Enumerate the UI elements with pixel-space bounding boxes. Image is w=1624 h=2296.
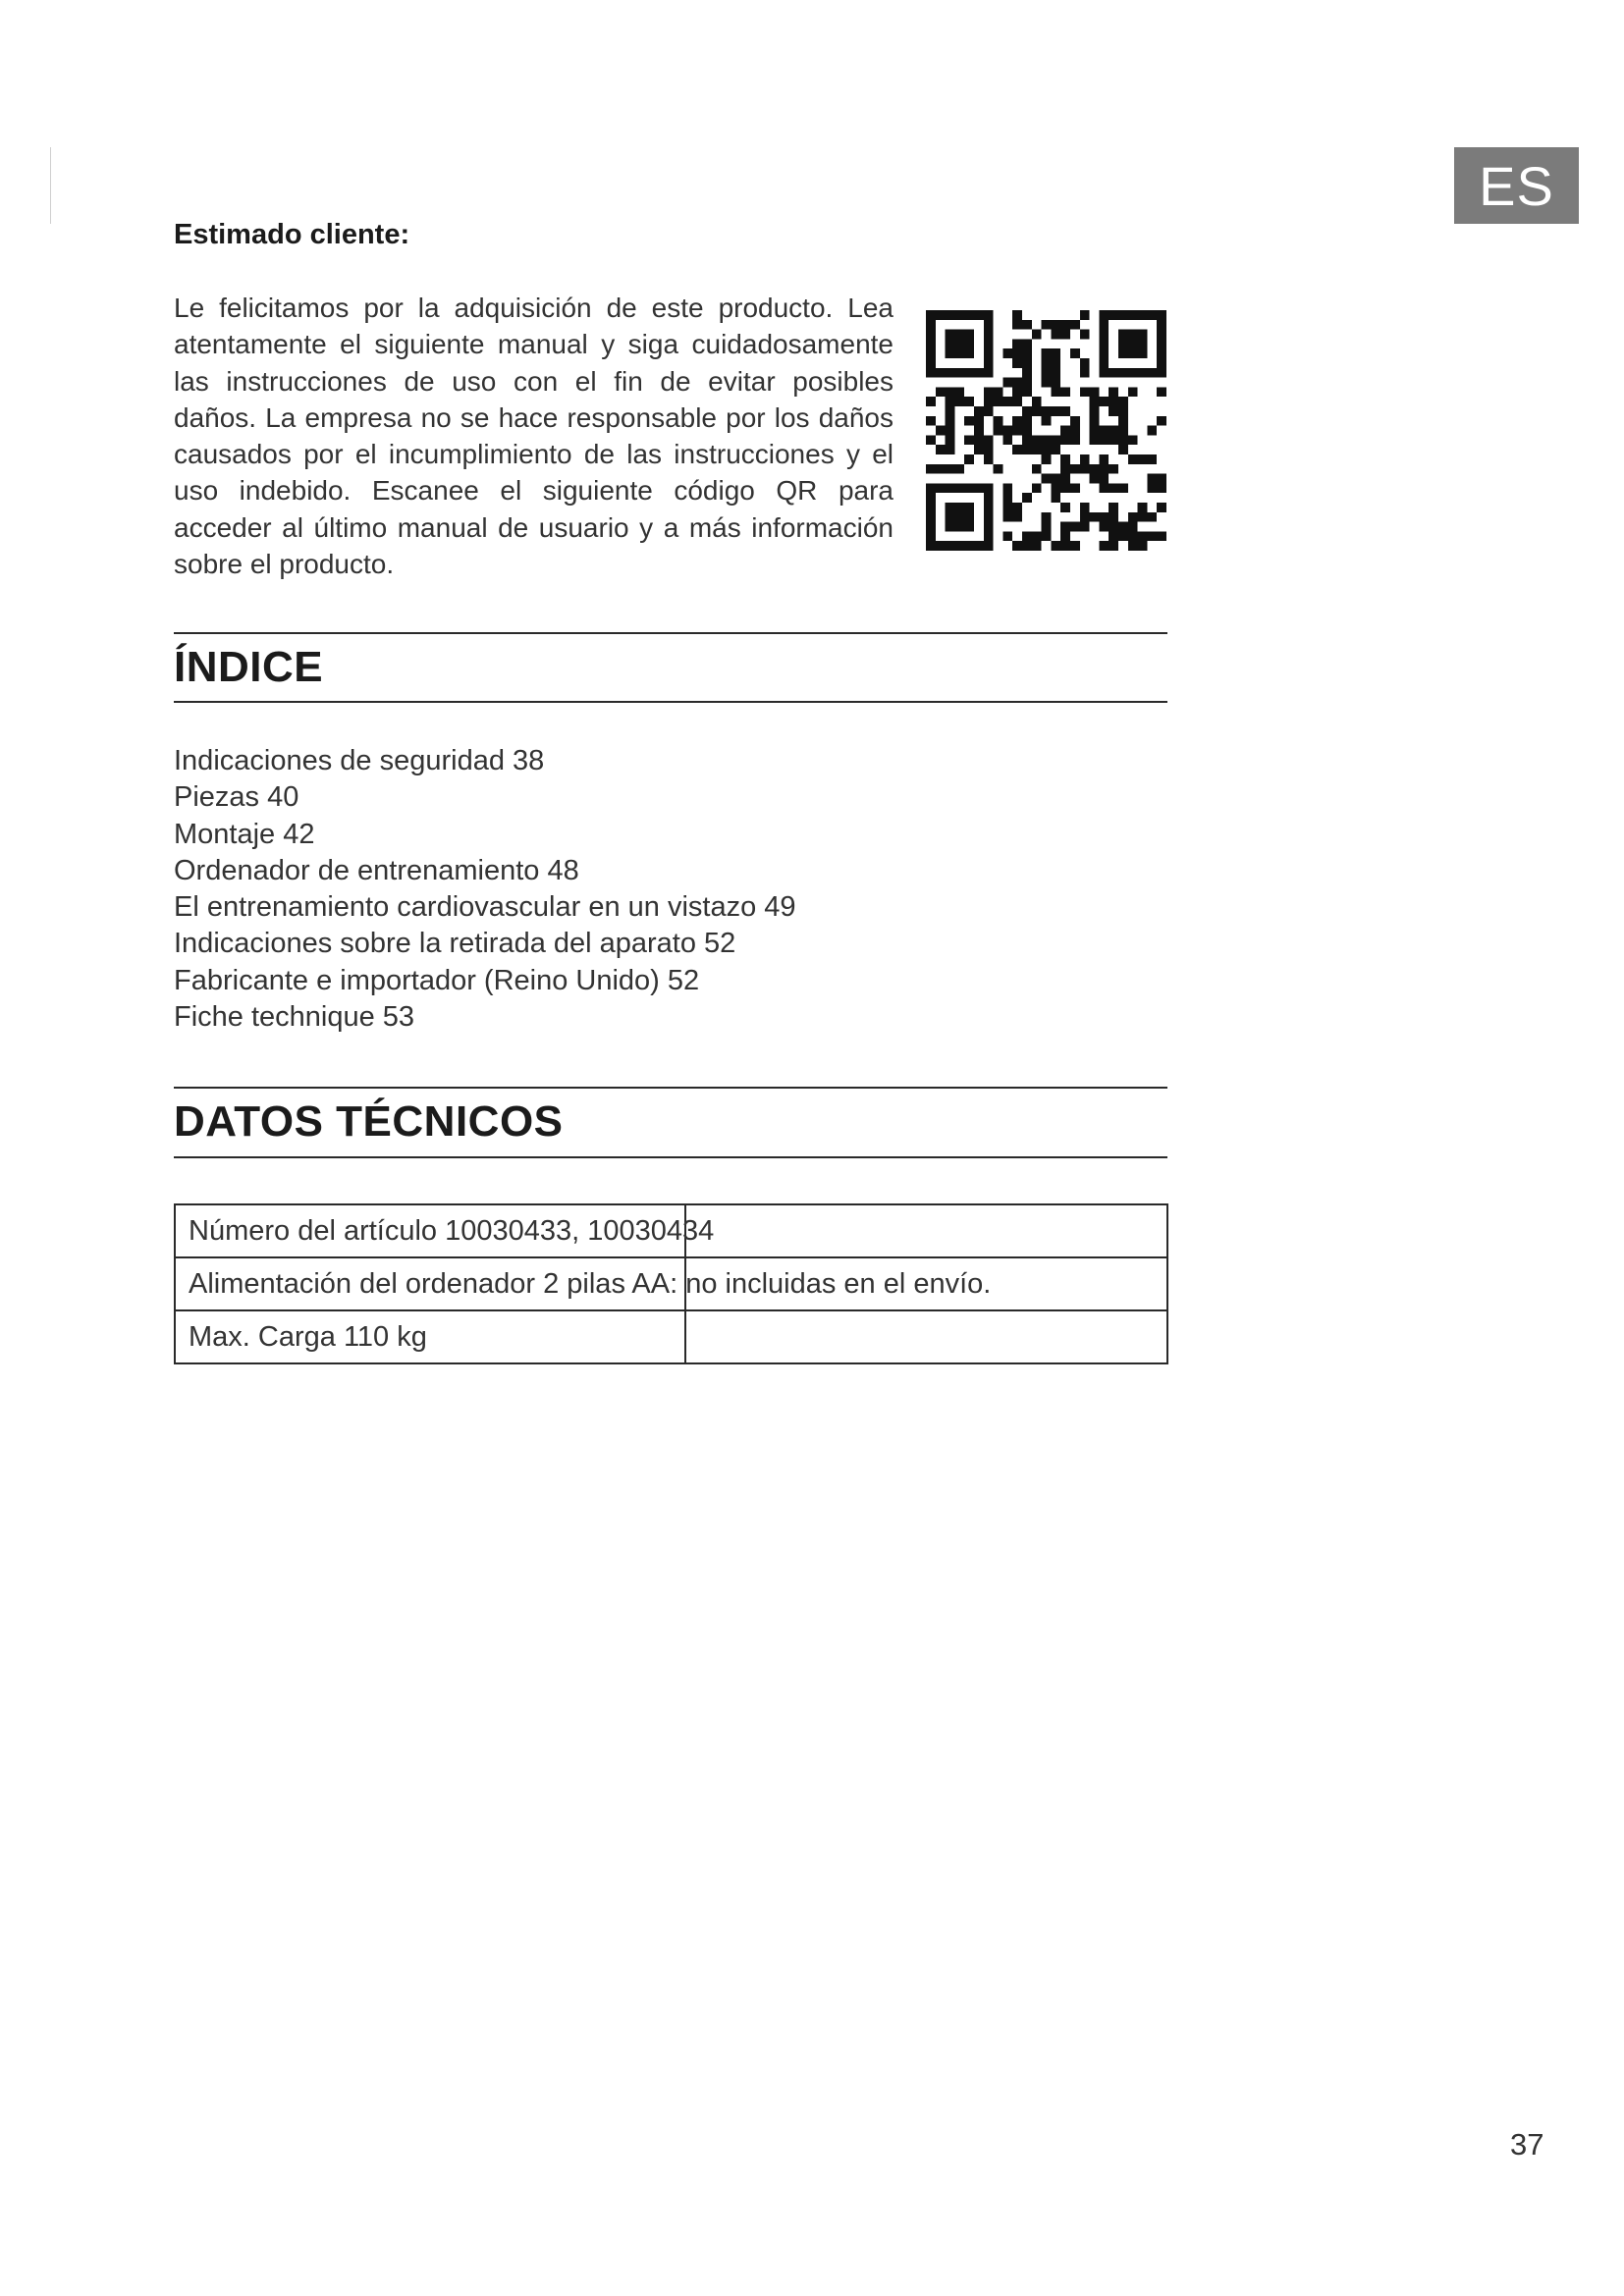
specs-title: DATOS TÉCNICOS	[174, 1097, 564, 1146]
table-cell	[685, 1204, 1167, 1257]
margin-line	[50, 147, 51, 224]
table-cell: Max. Carga 110 kg	[175, 1310, 685, 1363]
table-cell: Número del artículo 10030433, 10030434	[175, 1204, 685, 1257]
page-number: 37	[1510, 2127, 1544, 2162]
intro-paragraph: Le felicitamos por la adquisición de este producto. Lea atentamente el siguiente manual y siga cuidadosamente las instrucciones de uso con el fin de evitar posibles daños. La empresa no se hace responsable por los daños causados por el incumplimiento de las instrucciones y el uso indebido. Escanee el siguiente código QR para acceder al último manual de usuario y a más información sobre el producto.	[174, 293, 893, 580]
table-cell: Alimentación del ordenador 2 pilas AA: no incluidas en el envío.	[175, 1257, 685, 1310]
index-item: El entrenamiento cardiovascular en un vistazo 49	[174, 891, 796, 924]
index-item: Indicaciones de seguridad 38	[174, 745, 545, 776]
specs-table	[174, 1203, 1168, 1364]
table-row	[175, 1204, 1167, 1257]
index-item: Fabricante e importador (Reino Unido) 52	[174, 964, 700, 996]
index-item: Montaje 42	[174, 818, 315, 850]
index-rule-top	[174, 632, 1167, 634]
index-title: ÍNDICE	[174, 643, 324, 691]
index-item: Indicaciones sobre la retirada del aparato 52	[174, 928, 736, 960]
language-badge: ES	[1454, 147, 1579, 224]
greeting: Estimado cliente:	[174, 219, 410, 250]
specs-rule-top	[174, 1087, 1167, 1089]
index-item: Ordenador de entrenamiento 48	[174, 854, 579, 886]
index-list	[174, 743, 796, 1036]
qr-code-icon	[926, 310, 1166, 551]
specs-rule-bottom	[174, 1156, 1167, 1158]
table-row	[175, 1257, 1167, 1310]
table-cell	[685, 1310, 1167, 1363]
index-item: Fiche technique 53	[174, 1001, 415, 1034]
table-row	[175, 1310, 1167, 1363]
index-item: Piezas 40	[174, 781, 299, 814]
index-rule-bottom	[174, 701, 1167, 703]
